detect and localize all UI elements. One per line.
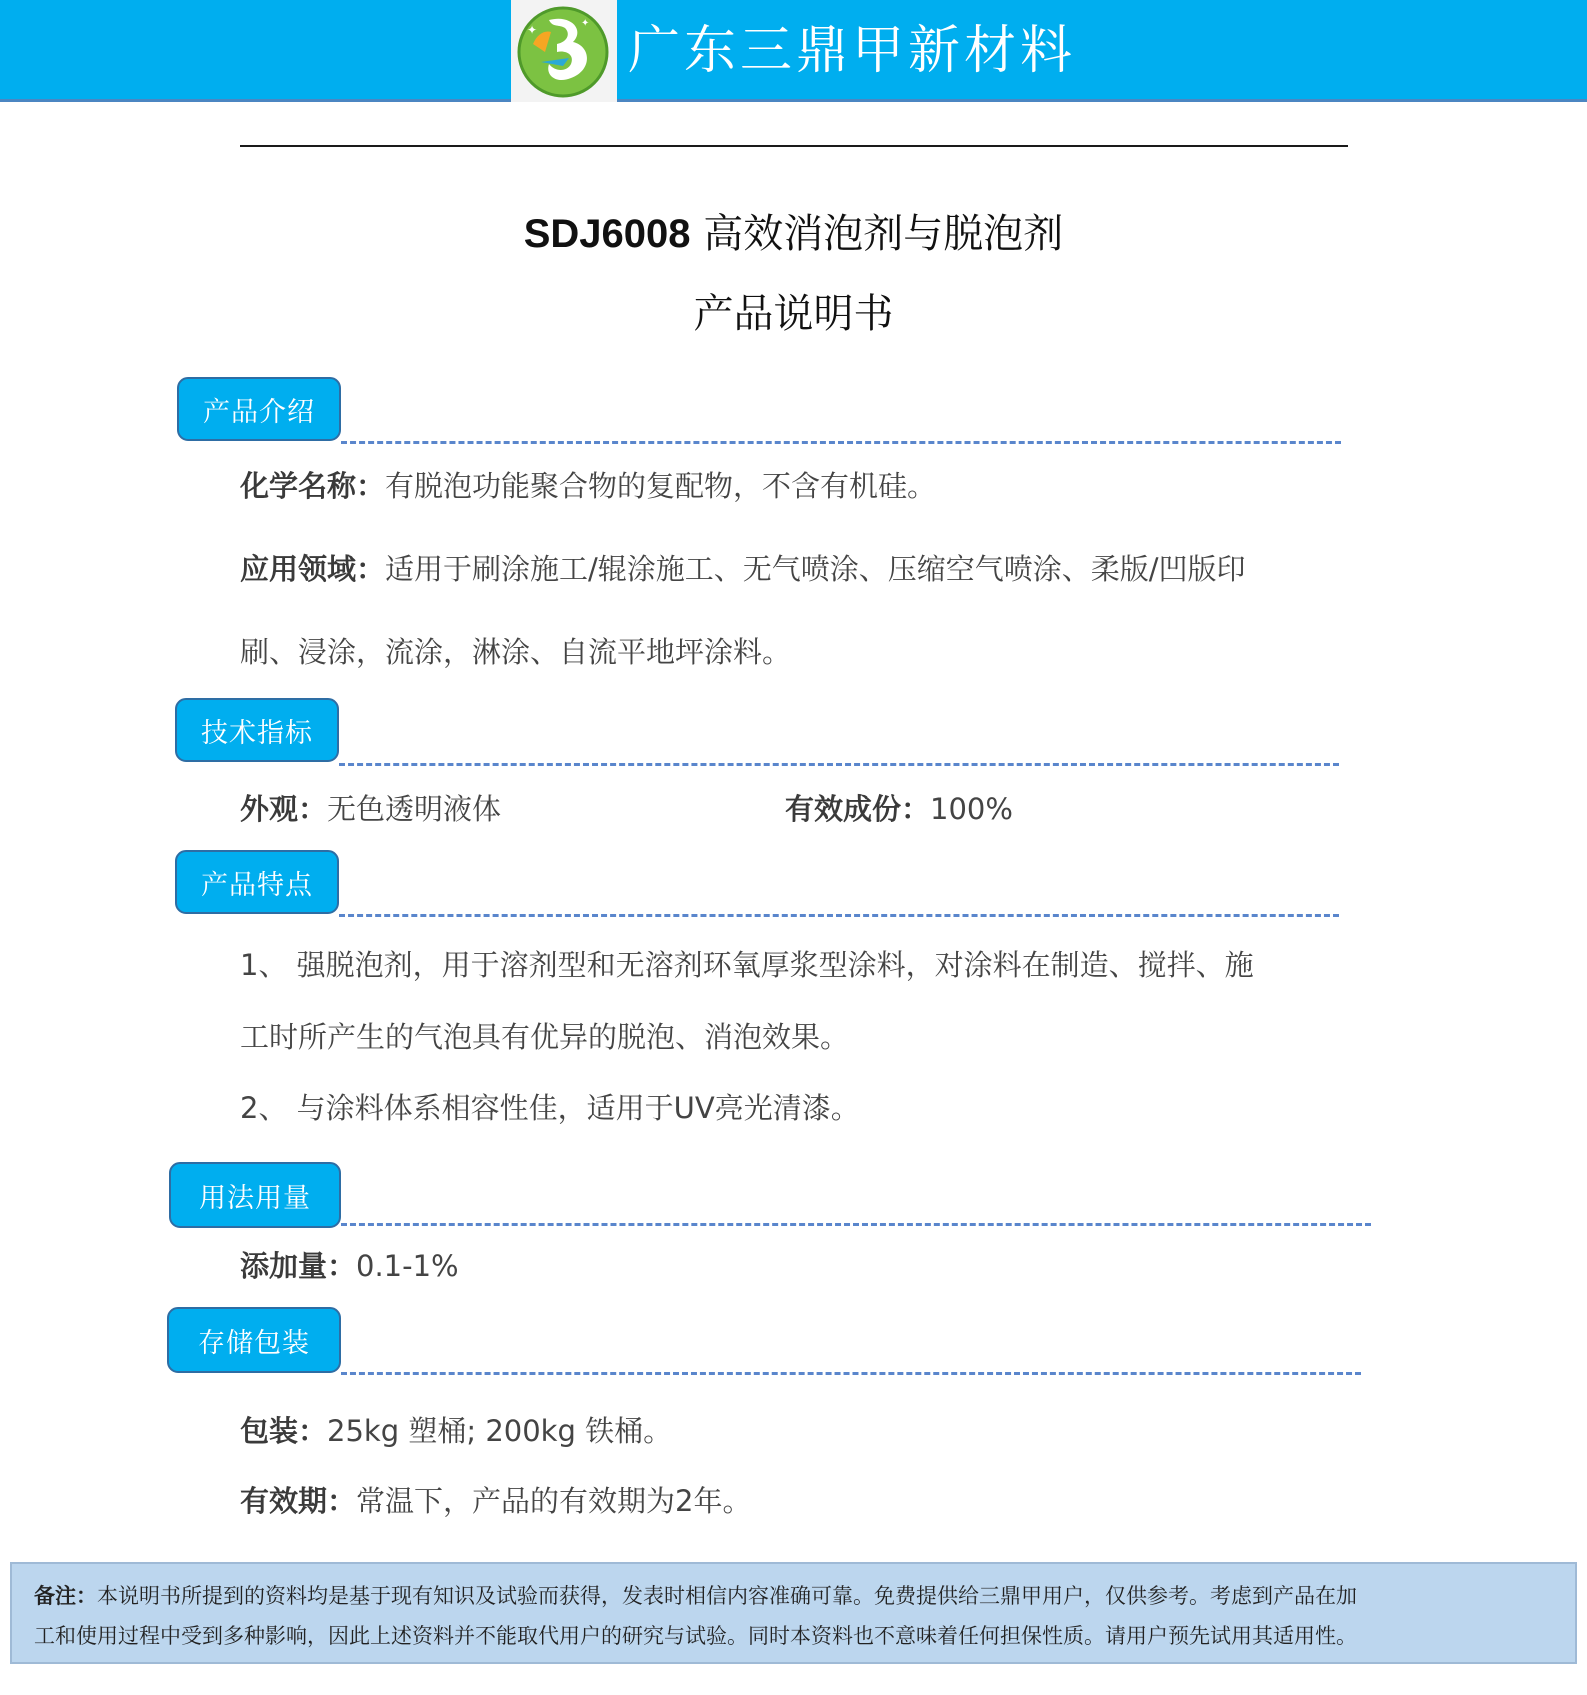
shelf-life-value: 常温下，产品的有效期为2年。 <box>356 1484 752 1518</box>
section-divider <box>339 763 1339 766</box>
disclaimer-note <box>10 1562 1577 1664</box>
header-bar <box>0 0 1587 102</box>
appearance-label: 外观： <box>240 792 328 826</box>
application-row <box>240 549 1246 589</box>
disclaimer-label: 备注： <box>34 1583 97 1608</box>
application-value: 适用于刷涂施工/辊涂施工、无气喷涂、压缩空气喷涂、柔版/凹版印 <box>385 552 1246 586</box>
chem-name-label: 化学名称： <box>240 469 386 503</box>
appearance-row <box>240 789 501 829</box>
disclaimer-line-2: 工和使用过程中受到多种影响，因此上述资料并不能取代用户的研究与试验。同时本资料也不意味着任何担保性质。请用户预先试用其适用性。 <box>34 1624 1357 1648</box>
dosage-label: 添加量： <box>240 1249 357 1283</box>
top-rule <box>240 145 1348 147</box>
section-divider <box>341 441 1341 444</box>
chem-name-row <box>240 466 936 506</box>
svg-text:✦: ✦ <box>581 18 590 29</box>
section-divider <box>339 914 1339 917</box>
shelf-life-label: 有效期： <box>240 1484 357 1518</box>
packaging-label: 包装： <box>240 1414 328 1448</box>
dosage-row <box>240 1246 459 1286</box>
section-tag-specs: 技术指标 <box>175 698 339 762</box>
feature-item-1-cont: 工时所产生的气泡具有优异的脱泡、消泡效果。 <box>240 1020 850 1054</box>
feature-item-2: 2、 与涂料体系相容性佳，适用于UV亮光清漆。 <box>240 1091 860 1125</box>
section-tag-storage: 存储包装 <box>167 1307 341 1373</box>
brand-name: 广东三鼎甲新材料 <box>628 21 1077 81</box>
page-subtitle: 产品说明书 <box>693 291 894 337</box>
logo-emblem-icon <box>511 0 617 102</box>
section-tag-intro: 产品介绍 <box>177 377 341 441</box>
product-code: SDJ6008 <box>523 212 691 256</box>
content-row <box>785 789 1013 829</box>
packaging-row <box>240 1411 672 1451</box>
content-value: 100% <box>930 792 1013 826</box>
dosage-value: 0.1-1% <box>356 1249 459 1283</box>
shelf-life-row <box>240 1481 751 1521</box>
product-name: 高效消泡剂与脱泡剂 <box>690 211 1064 257</box>
appearance-value: 无色透明液体 <box>327 792 502 826</box>
page-title <box>0 206 1587 262</box>
section-tag-usage: 用法用量 <box>169 1162 341 1228</box>
chem-name-value: 有脱泡功能聚合物的复配物，不含有机硅。 <box>385 469 937 503</box>
packaging-value: 25kg 塑桶; 200kg 铁桶。 <box>327 1414 673 1448</box>
disclaimer-line-1 <box>34 1576 1557 1616</box>
section-divider <box>341 1372 1361 1375</box>
disclaimer-text-1: 本说明书所提到的资料均是基于现有知识及试验而获得，发表时相信内容准确可靠。免费提供给三鼎甲用户，仅供参考。考虑到产品在加 <box>97 1584 1357 1608</box>
section-divider <box>341 1223 1371 1226</box>
content-label: 有效成份： <box>785 792 931 826</box>
application-row-cont: 刷、浸涂，流涂，淋涂、自流平地坪涂料。 <box>240 635 792 669</box>
section-tag-features: 产品特点 <box>175 850 339 914</box>
svg-text:✦: ✦ <box>527 23 538 37</box>
feature-item-1: 1、 强脱泡剂，用于溶剂型和无溶剂环氧厚浆型涂料，对涂料在制造、搅拌、施 <box>240 948 1254 982</box>
application-label: 应用领域： <box>240 552 386 586</box>
